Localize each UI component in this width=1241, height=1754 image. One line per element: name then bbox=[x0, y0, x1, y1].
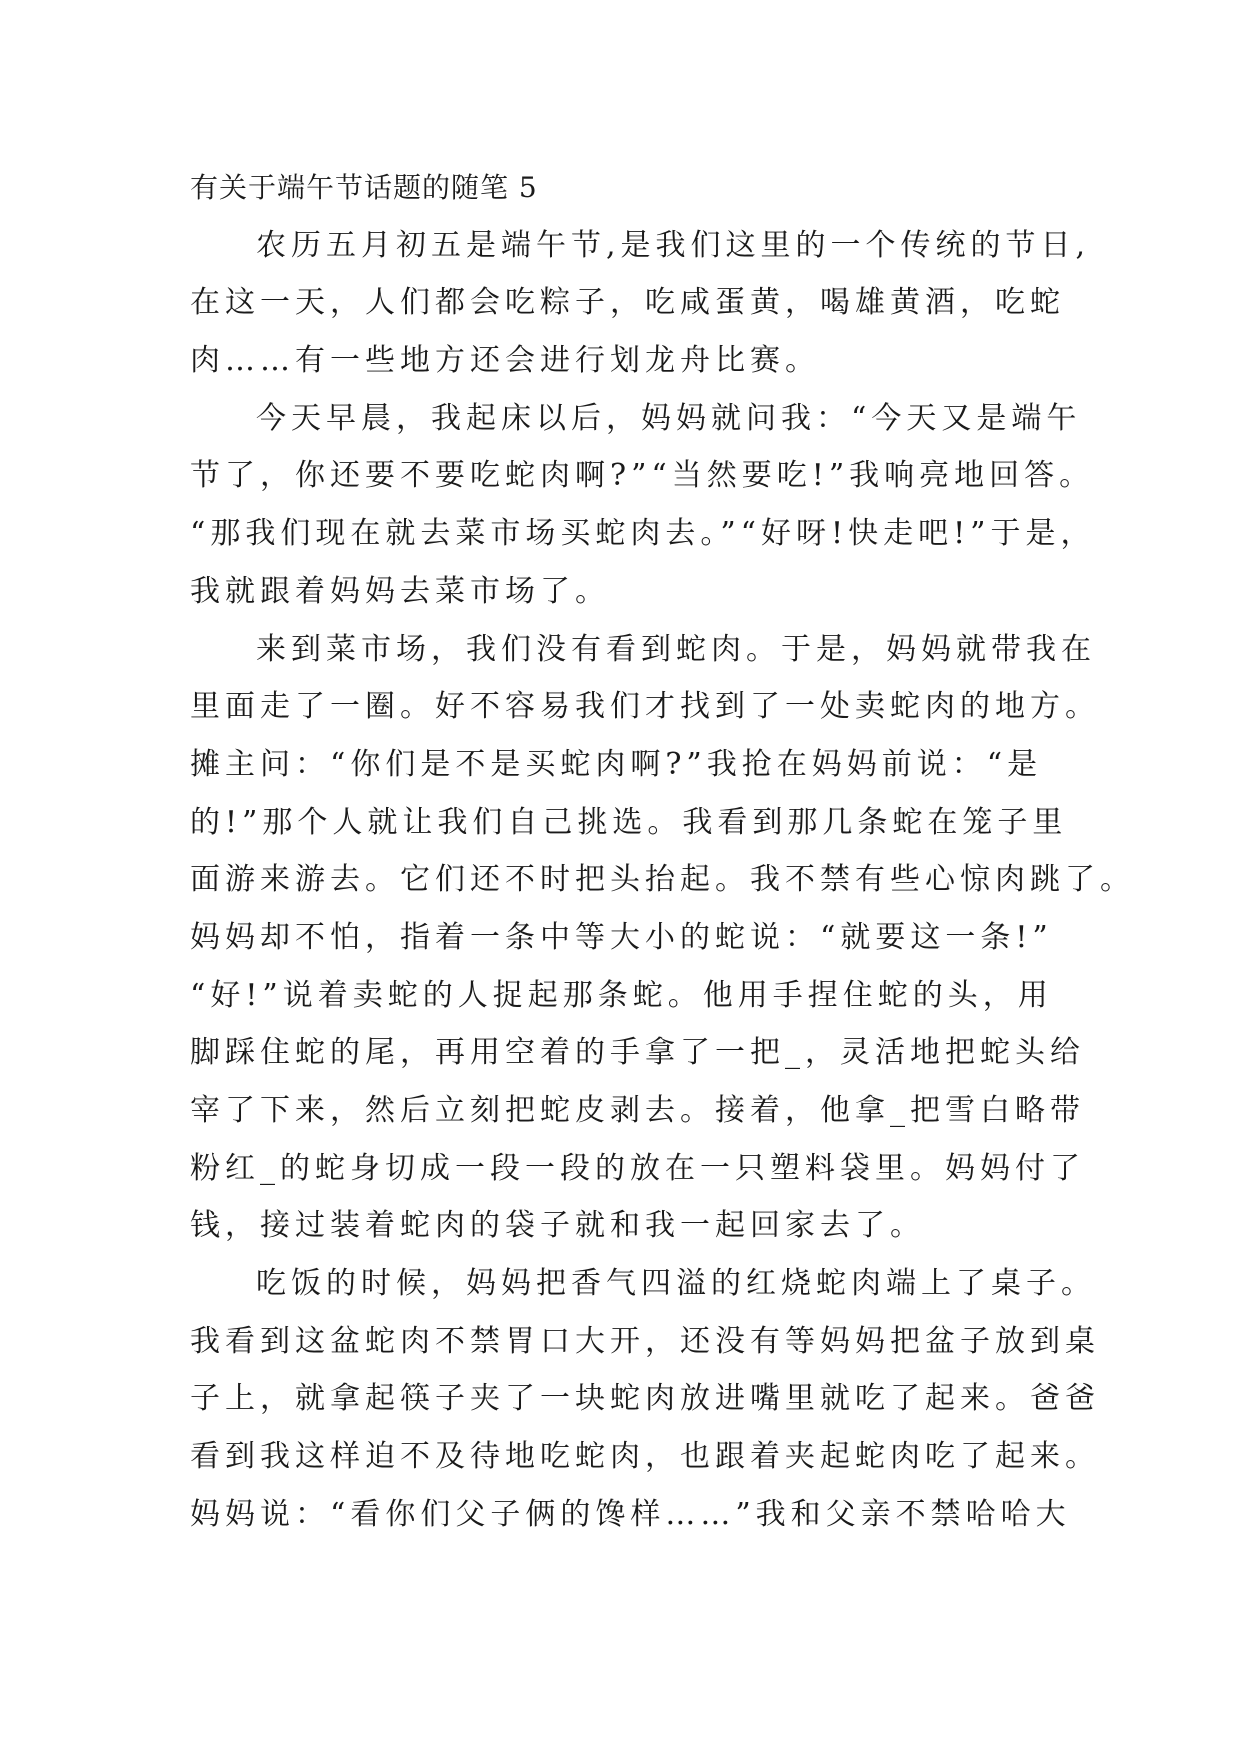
paragraph-line: 今天早晨，我起床以后，妈妈就问我：“今天又是端午 bbox=[256, 400, 1082, 436]
paragraph-line: 在这一天，人们都会吃粽子，吃咸蛋黄，喝雄黄酒，吃蛇 bbox=[190, 285, 1065, 321]
paragraph-line: 脚踩住蛇的尾，再用空着的手拿了一把_，灵活地把蛇头给 bbox=[190, 1035, 1085, 1071]
paragraph-2 bbox=[190, 390, 1210, 621]
paragraph-line: 农历五月初五是端午节,是我们这里的一个传统的节日, bbox=[256, 227, 1091, 263]
paragraph-line: 宰了下来，然后立刻把蛇皮剥去。接着，他拿_把雪白略带 bbox=[190, 1093, 1085, 1128]
paragraph-line: “那我们现在就去菜市场买蛇肉去。”“好呀!快走吧!”于是， bbox=[190, 516, 1096, 552]
paragraph-line: 妈妈却不怕，指着一条中等大小的蛇说：“就要这一条!” bbox=[190, 919, 1053, 955]
paragraph-4 bbox=[190, 1255, 1210, 1543]
paragraph-line: 钱，接过装着蛇肉的袋子就和我一起回家去了。 bbox=[190, 1208, 925, 1244]
paragraph-line: 看到我这样迫不及待地吃蛇肉，也跟着夹起蛇肉吃了起来。 bbox=[190, 1439, 1100, 1475]
paragraph-line: 粉红_的蛇身切成一段一段的放在一只塑料袋里。妈妈付了 bbox=[190, 1150, 1085, 1186]
paragraph-1 bbox=[190, 217, 1210, 390]
paragraph-line: 子上，就拿起筷子夹了一块蛇肉放进嘴里就吃了起来。爸爸 bbox=[190, 1381, 1100, 1417]
paragraph-line: 里面走了一圈。好不容易我们才找到了一处卖蛇肉的地方。 bbox=[190, 689, 1100, 725]
paragraph-3 bbox=[190, 621, 1210, 1256]
paragraph-line: 肉……有一些地方还会进行划龙舟比赛。 bbox=[190, 343, 820, 379]
paragraph-line: 摊主问：“你们是不是买蛇肉啊?”我抢在妈妈前说：“是 bbox=[190, 746, 1043, 782]
paragraph-line: 吃饭的时候，妈妈把香气四溢的红烧蛇肉端上了桌子。 bbox=[256, 1266, 1096, 1302]
paragraph-line: 我就跟着妈妈去菜市场了。 bbox=[190, 573, 610, 609]
paragraph-line: “好!”说着卖蛇的人捉起那条蛇。他用手捏住蛇的头，用 bbox=[190, 977, 1053, 1013]
paragraph-line: 妈妈说：“看你们父子俩的馋样……”我和父亲不禁哈哈大 bbox=[190, 1496, 1071, 1532]
paragraph-line: 来到菜市场，我们没有看到蛇肉。于是，妈妈就带我在 bbox=[256, 631, 1096, 667]
paragraph-line: 节了，你还要不要吃蛇肉啊?”“当然要吃!”我响亮地回答。 bbox=[190, 458, 1095, 494]
paragraph-line: 我看到这盆蛇肉不禁胃口大开，还没有等妈妈把盆子放到桌 bbox=[190, 1323, 1100, 1359]
document-body bbox=[190, 159, 1210, 1544]
paragraph-line: 面游来游去。它们还不时把头抬起。我不禁有些心惊肉跳了。 bbox=[190, 862, 1135, 898]
document-title: 有关于端午节话题的随笔 5 bbox=[190, 171, 538, 204]
paragraph-line: 的!”那个人就让我们自己挑选。我看到那几条蛇在笼子里 bbox=[190, 804, 1068, 840]
